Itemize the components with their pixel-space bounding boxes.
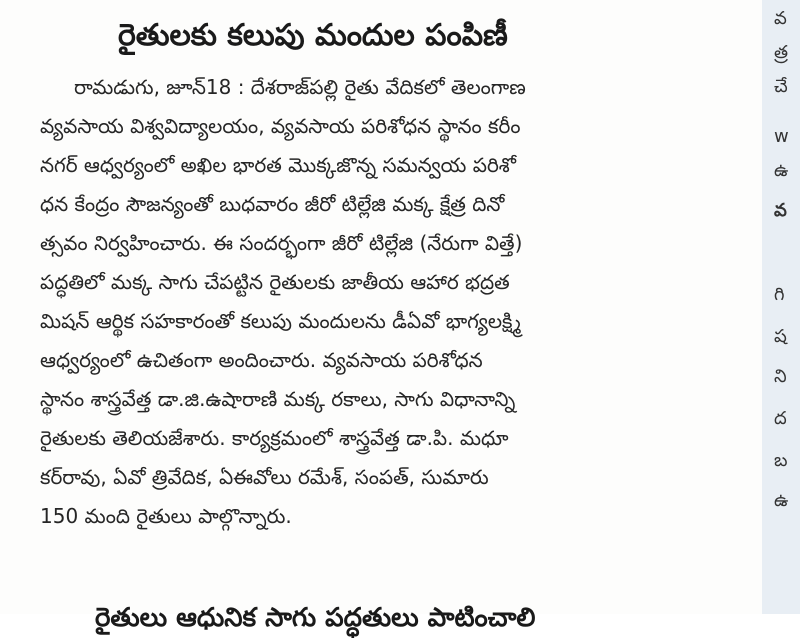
adjacent-fragment: w [774,126,789,147]
article-body [40,68,725,536]
adjacent-column [762,0,800,614]
article-line: వ్యవసాయ విశ్వవిద్యాలయం, వ్యవసాయ పరిశోధన స్థానం కరీం [40,114,521,138]
article-line: త్సవం నిర్వహించారు. ఈ సందర్భంగా జీరో టిల్లేజి (నేరుగా విత్తే) [40,231,523,255]
article-line: ఆధ్వర్యంలో ఉచితంగా అందించారు. వ్యవసాయ పరిశోధన [40,348,483,372]
article-line: కర్‌రావు, ఏవో త్రివేదిక, ఏఈవోలు రమేశ్, సంపత్, సుమారు [40,465,489,489]
article-line: రామడుగు, జూన్18 : దేశరాజ్‌పల్లి రైతు వేదికలో తెలంగాణ [74,75,526,99]
news-article [40,0,725,614]
adjacent-fragment: బ [774,450,788,471]
adjacent-fragment: త్ర [774,42,789,63]
adjacent-fragment: ని [774,366,787,387]
article-line: నగర్ ఆధ్వర్యంలో అఖిల భారత మొక్కజొన్న సమన్వయ పరిశో [40,153,517,177]
adjacent-fragment: ఉ [774,490,789,511]
article-line: మిషన్ ఆర్థిక సహకారంతో కలుపు మందులను డీఏవో భాగ్యలక్ష్మి [40,309,521,333]
article-headline: రైతులకు కలుపు మందుల పంపిణీ [118,18,508,53]
adjacent-fragment: ద [774,408,787,429]
article-line: ధన కేంద్రం సౌజన్యంతో బుధవారం జీరో టిల్లేజి మక్క క్షేత్ర దినో [40,192,505,216]
article-line: 150 మంది రైతులు పాల్గొన్నారు. [40,504,292,528]
adjacent-fragment: గి [774,284,785,305]
adjacent-fragment: చే [774,76,788,97]
article-line: స్థానం శాస్త్రవేత్త డా.జి.ఉషారాణి మక్క రకాలు, సాగు విధానాన్ని [40,387,516,411]
adjacent-fragment: ష [774,326,787,347]
adjacent-fragment: వ [774,8,787,29]
article-line: రైతులకు తెలియజేశారు. కార్యక్రమంలో శాస్త్రవేత్త డా.పి. మధూ [40,426,509,450]
article-line: పద్ధతిలో మక్క సాగు చేపట్టిన రైతులకు జాతీయ ఆహార భద్రత [40,270,510,294]
adjacent-fragment: ఉ [774,160,789,181]
adjacent-fragment: వ [774,200,787,221]
next-article-headline: రైతులు ఆధునిక సాగు పద్ధతులు పాటించాలి [95,603,536,633]
